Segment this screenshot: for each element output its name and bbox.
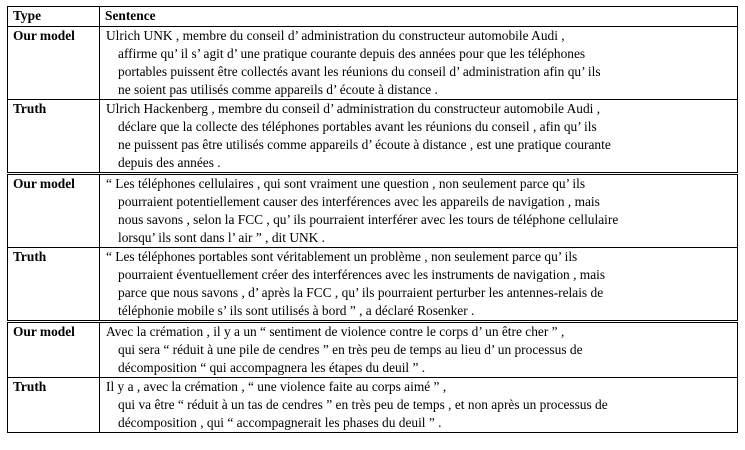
sentence-line: qui va être “ réduit à un tas de cendres ” en très peu de temps , et non après un processus de — [118, 397, 608, 412]
row-sentence — [100, 174, 738, 248]
table-row — [8, 174, 738, 248]
table-row — [8, 27, 738, 100]
row-type: Truth — [8, 248, 100, 322]
sentence-line: “ Les téléphones portables sont véritablement un problème , non seulement parce qu’ ils — [106, 249, 578, 264]
row-sentence — [100, 378, 738, 433]
table-row — [8, 322, 738, 378]
sentence-line: qui sera “ réduit à une pile de cendres ” en très peu de temps au lieu d’ un processus de — [118, 342, 583, 357]
sentence-line: déclare que la collecte des téléphones portables avant les réunions du conseil , afin qu’ ils — [118, 119, 597, 134]
sentence-line: parce que nous savons , d’ après la FCC , qu’ ils pourraient perturber les antennes-relais de — [118, 285, 604, 300]
table-header-row — [8, 7, 738, 27]
sentence-line: lorsqu’ ils sont dans l’ air ” , dit UNK . — [118, 230, 326, 245]
sentence-line: pourraient potentiellement causer des interférences avec les appareils de navigation , mais — [118, 194, 600, 209]
row-sentence — [100, 248, 738, 322]
row-type: Truth — [8, 100, 100, 174]
sentence-line: Ulrich UNK , membre du conseil d’ administration du constructeur automobile Audi , — [106, 28, 565, 43]
sentence-line: portables puissent être collectés avant les réunions du conseil d’ administration afin qu’ ils — [118, 64, 601, 79]
sentence-line: depuis des années . — [118, 155, 221, 170]
row-sentence — [100, 322, 738, 378]
sentence-line: téléphonie mobile s’ ils sont utilisés à bord ” , a déclaré Rosenker . — [118, 303, 475, 318]
sentence-line: pourraient éventuellement créer des interférences avec les instruments de navigation , mais — [118, 267, 606, 282]
sentence-line: nous savons , selon la FCC , qu’ ils pourraient interférer avec les tours de téléphone cellulaire — [118, 212, 619, 227]
row-type: Truth — [8, 378, 100, 433]
sentence-line: “ Les téléphones cellulaires , qui sont vraiment une question , non seulement parce qu’ ils — [106, 176, 586, 191]
header-type: Type — [8, 7, 100, 27]
sentence-line: Il y a , avec la crémation , “ une violence faite au corps aimé ” , — [106, 379, 447, 394]
sentence-line: décomposition , qui “ accompagnerait les phases du deuil ” . — [118, 415, 442, 430]
row-type: Our model — [8, 27, 100, 100]
sentence-line: ne puissent pas être utilisés comme appareils d’ écoute à distance , est une pratique courante — [118, 137, 611, 152]
row-sentence — [100, 100, 738, 174]
sentence-line: ne soient pas utilisés comme appareils d’ écoute à distance . — [118, 82, 438, 97]
table-row — [8, 100, 738, 174]
comparison-table — [7, 6, 738, 433]
sentence-line: affirme qu’ il s’ agit d’ une pratique courante depuis des années pour que les téléphones — [118, 46, 586, 61]
table-row — [8, 248, 738, 322]
row-sentence — [100, 27, 738, 100]
header-sentence: Sentence — [100, 7, 738, 27]
table-body — [8, 27, 738, 433]
table-row — [8, 378, 738, 433]
sentence-line: Avec la crémation , il y a un “ sentiment de violence contre le corps d’ un être cher ” , — [106, 324, 565, 339]
row-type: Our model — [8, 174, 100, 248]
sentence-line: décomposition “ qui accompagnera les étapes du deuil ” . — [118, 360, 426, 375]
sentence-line: Ulrich Hackenberg , membre du conseil d’ administration du constructeur automobile Audi , — [106, 101, 601, 116]
row-type: Our model — [8, 322, 100, 378]
